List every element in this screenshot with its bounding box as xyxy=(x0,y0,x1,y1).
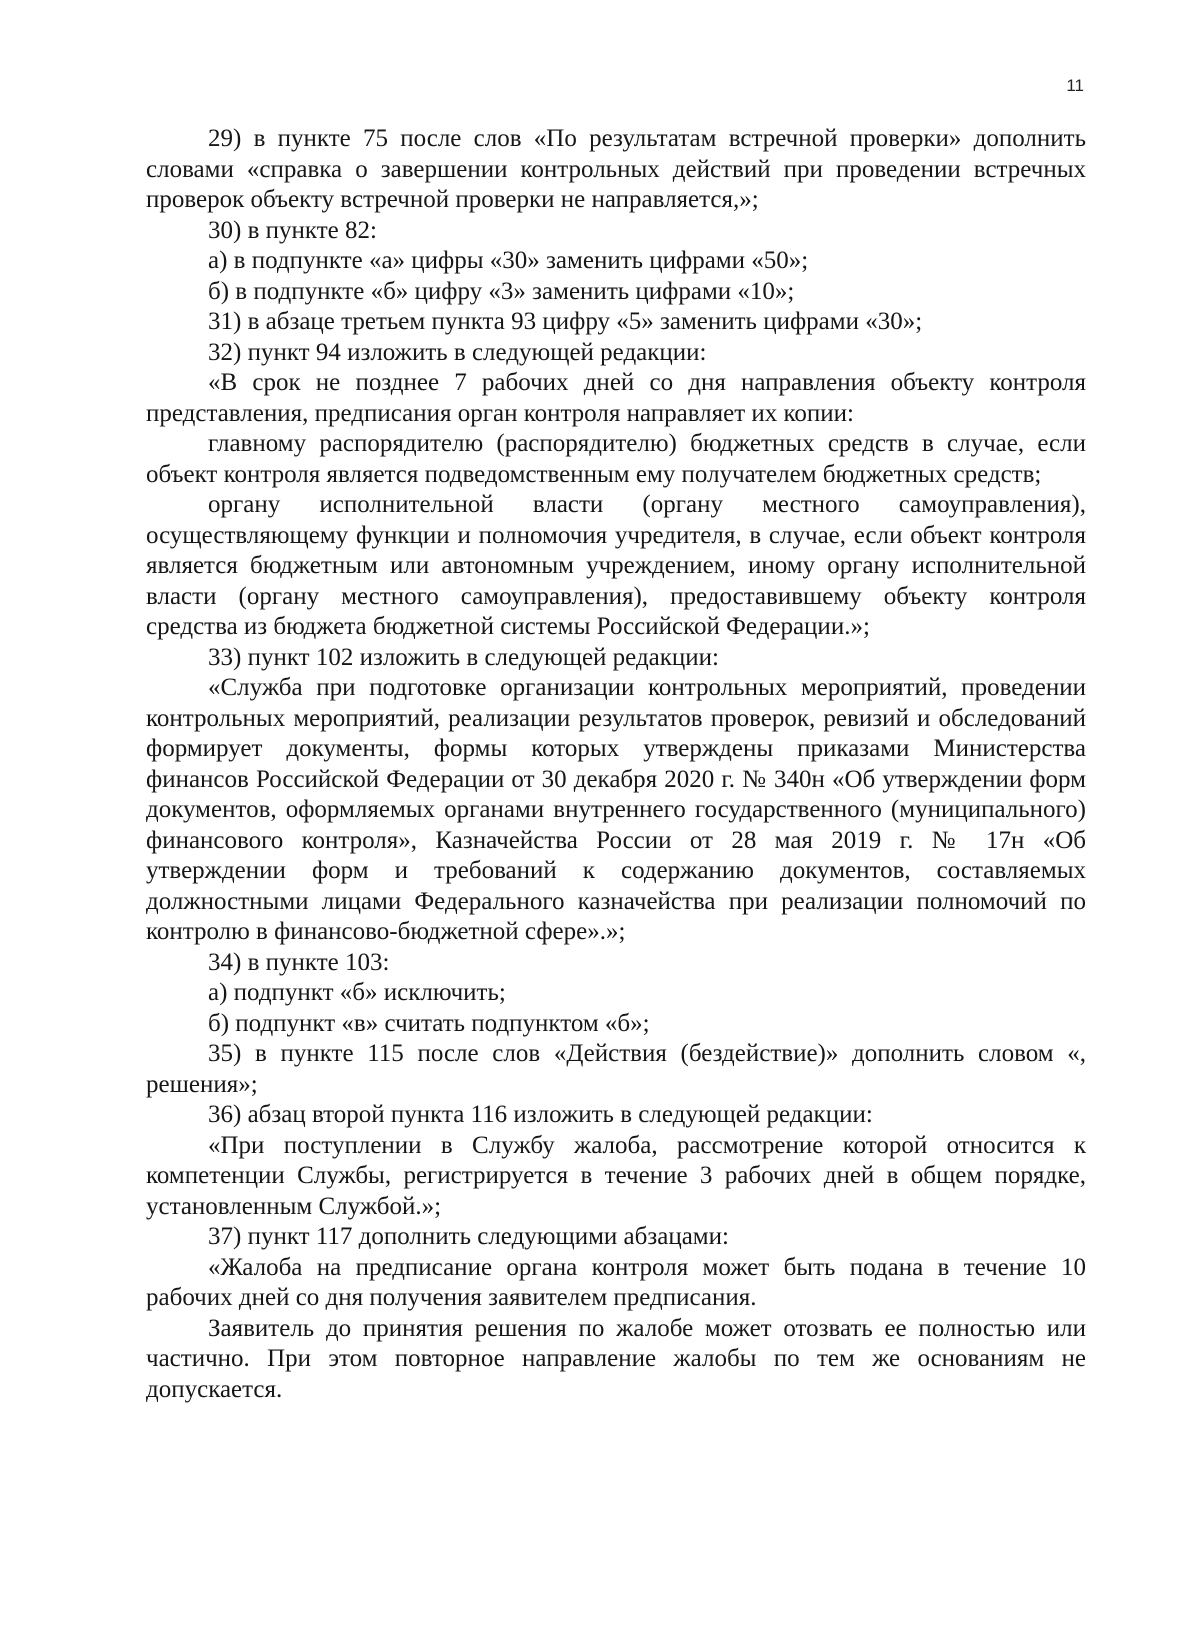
paragraph-32-text-2: главному распорядителю (распорядителю) бюджетных средств в случае, если объект контроля является подведомственным ему получателем бюджетных средств; xyxy=(146,430,1086,488)
paragraph-36-text: «При поступлении в Службу жалоба, рассмотрение которой относится к компетенции Службы, регистрируется в течение 3 рабочих дней в общем порядке, установленным Службой.»; xyxy=(146,1131,1086,1220)
paragraph-32-text-3: органу исполнительной власти (органу местного самоуправления), осуществляющему функции и полномочия учредителя, в случае, если объект контроля является бюджетным или автономным учреждением, иному органу исполнительной власти (органу местного самоуправления), предоставившему объекту контроля средства из бюджета бюджетной системы Российской Федерации.»; xyxy=(146,491,1086,640)
paragraph-32: 32) пункт 94 изложить в следующей редакции: xyxy=(208,338,707,366)
paragraph-30-a: а) в подпункте «а» цифры «30» заменить цифрами «50»; xyxy=(208,247,809,274)
paragraph-37-text-1: «Жалоба на предписание органа контроля может быть подана в течение 10 рабочих дней со дня получения заявителем предписания. xyxy=(146,1253,1086,1311)
paragraph-37: 37) пункт 117 дополнить следующими абзацами: xyxy=(208,1223,729,1250)
paragraph-33: 33) пункт 102 изложить в следующей редакции: xyxy=(208,643,719,671)
paragraph-30-b: б) в подпункте «б» цифру «3» заменить цифрами «10»; xyxy=(208,277,795,305)
paragraph-34: 34) в пункте 103: xyxy=(208,948,390,976)
paragraph-33-text: «Служба при подготовке организации контрольных мероприятий, проведении контрольных мероприятий, реализации результатов проверок, ревизий и обследований формирует документы, формы которых утверждены приказами Министерства финансов Российской Федерации от 30 декабря 2020 г. № 340н «Об утверждении форм документов, оформляемых органами внутреннего государственного (муниципального) финансового контроля», Казначейства России от 28 мая 2019 г. № 17н «Об утверждении форм и требований к содержанию документов, составляемых должностными лицами Федерального казначейства при реализации полномочий по контролю в финансово-бюджетной сфере».»; xyxy=(146,674,1086,945)
page-number: 11 xyxy=(1066,76,1084,95)
paragraph-29: 29) в пункте 75 после слов «По результатам встречной проверки» дополнить словами «справка о завершении контрольных действий при проведении встречных проверок объекту встречной проверки не направляется,»; xyxy=(146,125,1086,213)
paragraph-37-text-2: Заявитель до принятия решения по жалобе может отозвать ее полностью или частично. При этом повторное направление жалобы по тем же основаниям не допускается. xyxy=(146,1314,1086,1403)
paragraph-30: 30) в пункте 82: xyxy=(208,216,377,244)
document-body xyxy=(146,124,1086,1405)
paragraph-31: 31) в абзаце третьем пункта 93 цифру «5» заменить цифрами «30»; xyxy=(208,308,923,335)
paragraph-34-a: а) подпункт «б» исключить; xyxy=(208,979,506,1006)
paragraph-36: 36) абзац второй пункта 116 изложить в следующей редакции: xyxy=(208,1101,873,1128)
paragraph-32-text-1: «В срок не позднее 7 рабочих дней со дня направления объекту контроля представления, предписания орган контроля направляет их копии: xyxy=(146,369,1086,427)
paragraph-35: 35) в пункте 115 после слов «Действия (бездействие)» дополнить словом «, решения»; xyxy=(146,1040,1086,1098)
paragraph-34-b: б) подпункт «в» считать подпунктом «б»; xyxy=(208,1009,650,1037)
